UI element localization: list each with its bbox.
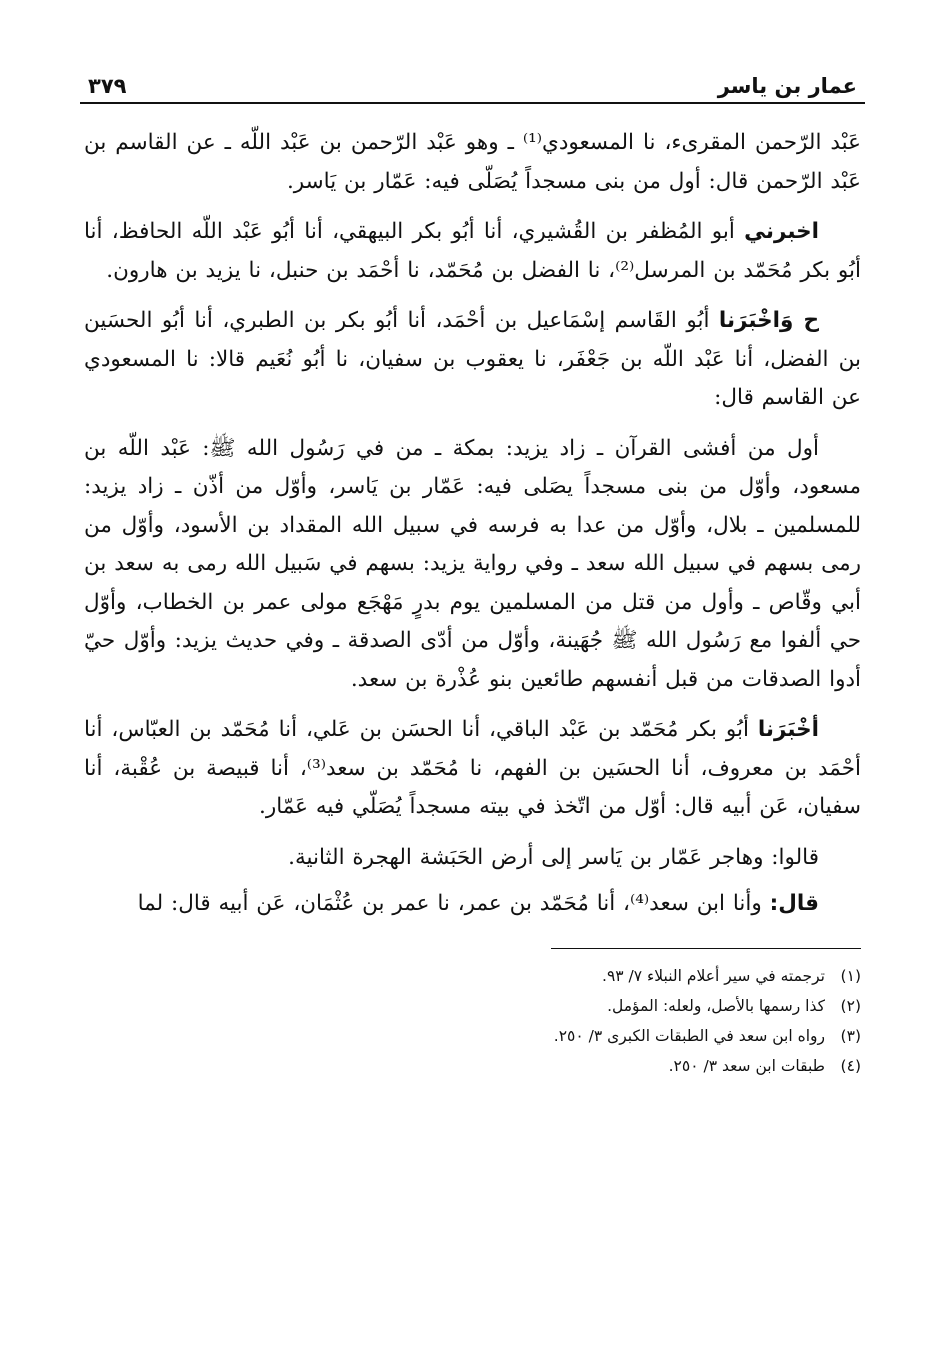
isnad-lead: اخبرني	[744, 219, 819, 244]
footnote	[84, 961, 861, 991]
footnote	[84, 1021, 861, 1051]
paragraph-text: عَبْد الرّحمن المقرىء، نا المسعودي⁽¹⁾ ـ وهو عَبْد الرّحمن بن عَبْد اللّه ـ عن القاسم بن عَبْد الرّحمن قال: أول من بنى مسجداً يُصَلّى فيه: عَمّار بن يَاسر.	[84, 130, 861, 194]
isnad-lead: ح وَاخْبَرَنا	[718, 308, 819, 333]
footnote-number: (٢)	[840, 996, 861, 1015]
paragraph-5	[84, 711, 861, 827]
paragraph-2	[84, 213, 861, 290]
footnote-text: كذا رسمها بالأصل، ولعله: المؤمل.	[607, 996, 825, 1015]
isnad-lead: أخْبَرَنا	[757, 717, 819, 742]
footnote	[84, 991, 861, 1021]
running-header	[80, 60, 865, 104]
paragraph-1	[84, 124, 861, 201]
page-number: ٣٧٩	[88, 74, 127, 98]
footnotes	[80, 961, 865, 1081]
main-text	[80, 124, 865, 924]
paragraph-6	[84, 839, 861, 878]
footnote-text: ترجمته في سير أعلام النبلاء ٧/ ٩٣.	[602, 966, 825, 985]
footnote-number: (٣)	[840, 1026, 861, 1045]
paragraph-4	[84, 430, 861, 700]
paragraph-3	[84, 302, 861, 418]
paragraph-text: أول من أفشى القرآن ـ زاد يزيد: بمكة ـ من في رَسُول الله ﷺ: عَبْد اللّه بن مسعود، وأوّل من بنى مسجداً يصَلى فيه: عَمّار بن يَاسر، وأوّل من أذّن ـ زاد يزيد: للمسلمين ـ بلال، وأوّل من عدا به فرسه في سبيل الله المقداد بن الأسود، وأوّل من رمى بسهم في سبيل الله سعد ـ وفي رواية يزيد: بسهم في سَبيل الله رمى به سعد بن أبي وقّاص ـ وأول من قتل من المسلمين يوم بدرٍ مَهْجَع مولى عمر بن الخطاب، وأوّل حي ألفوا مع رَسُول الله ﷺ جُهَينة، وأوّل من أدّى الصدقة ـ وفي حديث يزيد: وأوّل حيّ أدوا الصدقات من قبل أنفسهم طائعين بنو عُذْرة بن سعد.	[84, 435, 861, 692]
paragraph-text: وأنا ابن سعد⁽⁴⁾، أنا مُحَمّد بن عمر، نا عمر بن عُثْمَان، عَن أبيه قال: لما	[137, 891, 762, 916]
footnote-text: طبقات ابن سعد ٣/ ٢٥٠.	[668, 1056, 825, 1075]
paragraph-text: أبُو بكر مُحَمّد بن عَبْد الباقي، أنا الحسَن بن عَلي، أنا مُحَمّد بن العبّاس، أنا أحْمَد بن معروف، أنا الحسَين بن الفهم، نا مُحَمّد بن سعد⁽³⁾، أنا قبيصة بن عُقْبة، أنا سفيان، عَن أبيه قال: أوّل من اتّخذ في بيته مسجداً يُصَلّي فيه عَمّار.	[84, 717, 861, 819]
paragraph-text: أبو المُظفر بن القُشيري، أنا أبُو بكر البيهقي، أنا أبُو عَبْد اللّه الحافظ، أنا أبُو بكر مُحَمّد بن المرسل⁽²⁾، نا الفضل بن مُحَمّد، نا أحْمَد بن حنبل، نا يزيد بن هارون.	[84, 219, 861, 283]
paragraph-text: أبُو القَاسم إسْمَاعيل بن أحْمَد، أنا أبُو بكر بن الطبري، أنا أبُو الحسَين بن الفضل، أنا عَبْد اللّه بن جَعْفَر، نا يعقوب بن سفيان، نا أبُو نُعَيم قالا: نا المسعودي عن القاسم قال:	[84, 308, 861, 410]
footnote	[84, 1051, 861, 1081]
footnote-text: رواه ابن سعد في الطبقات الكبرى ٣/ ٢٥٠.	[553, 1026, 825, 1045]
footnote-divider	[551, 948, 861, 949]
footnote-number: (١)	[840, 966, 861, 985]
paragraph-7	[84, 885, 861, 924]
book-page	[80, 60, 865, 1081]
paragraph-text: قالوا: وهاجر عَمّار بن يَاسر إلى أرض الحَبَشة الهجرة الثانية.	[288, 844, 819, 870]
chapter-title: عمار بن ياسر	[717, 74, 857, 98]
footnote-number: (٤)	[840, 1056, 861, 1075]
isnad-lead: قال:	[769, 891, 819, 916]
